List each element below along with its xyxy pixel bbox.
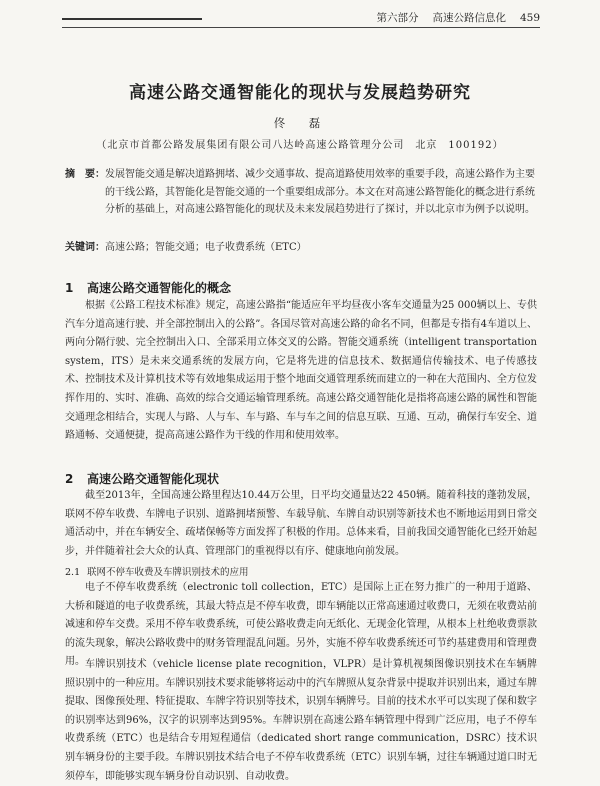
affiliation: （北京市首都公路发展集团有限公司八达岭高速公路管理分公司 北京 100192） [96, 140, 504, 151]
keywords [65, 238, 535, 253]
keywords-label: 关键词： [65, 242, 105, 253]
section-2-heading [65, 470, 219, 487]
section-1-paragraph: 根据《公路工程技术标准》规定，高速公路指“能适应年平均昼夜小客车交通量为25 000辆以上、专供汽车分道高速行驶、并全部控制出入的公路”。各国尽管对高速公路的命名不同，但都是专指有4车道以上、两向分隔行驶、完全控制出入口、全部采用立体交叉的公路。智能交通系统（intelligent transportation system，ITS）是未来交通系统的发展方向，它是将先进的信息技术、数据通信传输技术、电子传感技术、控制技术及计算机技术等有效地集成运用于整个地面交通管理系统而建立的一种在大范围内、全方位发挥作用的、实时、准确、高效的综合交通运输管理系统。高速公路交通智能化是指将高速公路的属性和智能交通理念相结合，实现人与路、人与车、车与路、车与车之间的信息互联、互通、互动，确保行车安全、道路通畅、交通便捷，提高高速公路作为干线的作用和使用效率。 [65, 300, 537, 442]
section-2-paragraph: 截至2013年，全国高速公路里程达10.44万公里，日平均交通量达22 450辆。随着科技的蓬勃发展，联网不停车收费、车牌电子识别、道路拥堵预警、车载导航、车牌自动识别等新技术也不断地运用到日常交通活动中，并在车辆安全、疏堵保畅等方面发挥了积极的作用。总体来看，目前我国交通智能化已经开始起步，并伴随着社会大众的认真、管理部门的重视得以有序、健康地向前发展。 [65, 490, 537, 557]
keywords-text: 高速公路；智能交通；电子收费系统（ETC） [105, 242, 307, 253]
subsection-2-1-paragraph-1: 电子不停车收费系统（electronic toll collection，ETC）是国际上正在努力推广的一种用于道路、大桥和隧道的电子收费系统，其最大特点是不停车收费，即车辆能以正常高速通过收费口，无须在收费站前减速和停车交费。采用不停车收费系统，可使公路收费走向无纸化、无现金化管理，从根本上杜绝收费票款的流失现象，解决公路收费中的财务管理混乱问题。另外，实施不停车收费系统还可节约基建费用和管理费用。 [65, 582, 537, 668]
paper-title: 高速公路交通智能化的现状与发展趋势研究 [129, 83, 471, 103]
header-chapter: 第六部分 [376, 12, 419, 24]
header-rule [62, 27, 540, 28]
section-title: 高速公路交通智能化现状 [87, 472, 220, 486]
header-decorative-bar [62, 18, 202, 20]
section-1-heading [65, 279, 231, 296]
subsection-number: 2.1 [65, 567, 81, 578]
header-page-number: 459 [519, 12, 540, 24]
subsection-2-1-heading [65, 564, 249, 578]
abstract-label: 摘 要： [65, 169, 105, 180]
section-number: 2 [65, 472, 74, 486]
header-section: 高速公路信息化 [432, 12, 506, 24]
abstract-text: 发展智能交通是解决道路拥堵、减少交通事故、提高道路使用效率的重要手段，高速公路作为主要的干线公路，其智能化是智能交通的一个重要组成部分。本文在对高速公路智能化的概念进行系统分析的基础上，对高速公路智能化的现状及未来发展趋势进行了探讨，并以北京市为例予以说明。 [105, 169, 535, 215]
subsection-2-1-paragraph-2: 车牌识别技术（vehicle license plate recognition，VLPR）是计算机视频图像识别技术在车辆牌照识别中的一种应用。车牌识别技术要求能够将运动中的汽车牌照从复杂背景中提取并识别出来，通过车牌提取、图像预处理、特征提取、车牌字符识别等技术，识别车辆牌号。目前的技术水平可以实现了保和数字的识别率达到96%，汉字的识别率达到95%。车牌识别在高速公路车辆管理中得到广泛应用，电子不停车收费系统（ETC）也是结合专用短程通信（dedicated short range communication，DSRC）技术识别车辆身份的主要手段。车牌识别技术结合电子不停车收费系统（ETC）识别车辆，过往车辆通过道口时无须停车，即能够实现车辆身份自动识别、自动收费。 [65, 659, 537, 782]
subsection-title: 联网不停车收费及车牌识别技术的应用 [87, 567, 249, 578]
header-right [362, 10, 540, 25]
section-number: 1 [65, 281, 74, 295]
running-header [62, 10, 540, 26]
section-title: 高速公路交通智能化的概念 [87, 281, 232, 295]
abstract [65, 166, 535, 219]
author: 佟 磊 [273, 116, 327, 130]
